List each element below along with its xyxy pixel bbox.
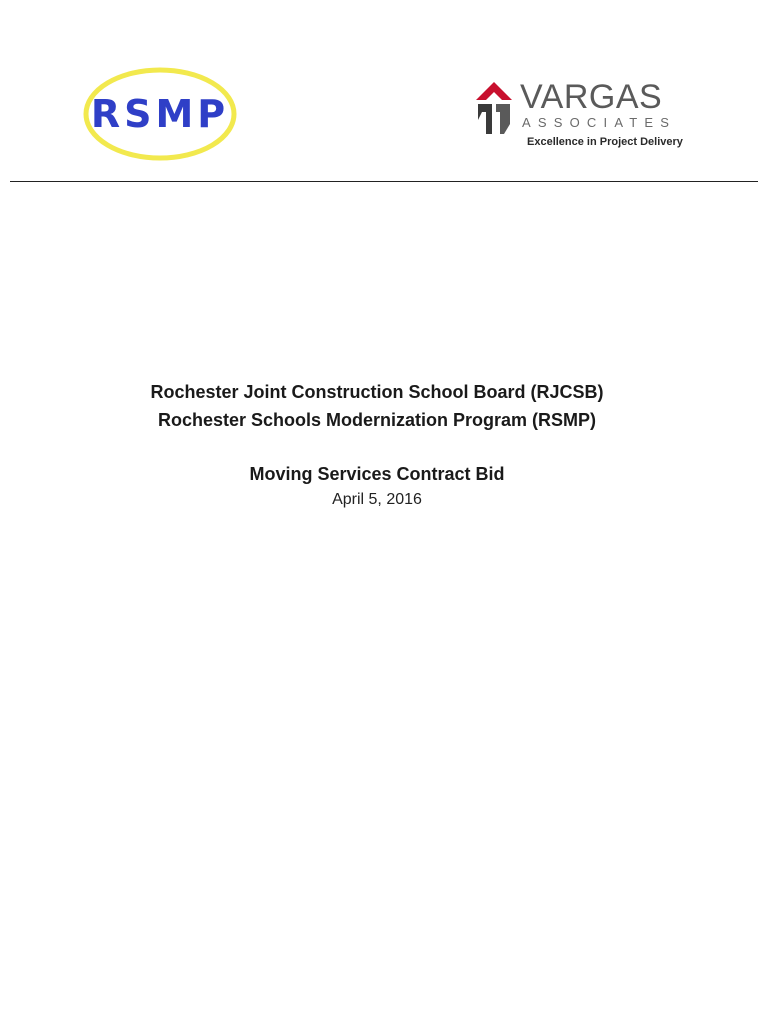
header-divider [10, 181, 758, 182]
rsmp-logo [80, 64, 240, 164]
vargas-logo-tagline: Excellence in Project Delivery [527, 136, 683, 148]
vargas-logo-subtitle: ASSOCIATES [522, 115, 677, 130]
bid-title: Moving Services Contract Bid [249, 464, 505, 484]
board-name: Rochester Joint Construction School Board (RJCSB) [150, 382, 604, 402]
program-name: Rochester Schools Modernization Program (RSMP) [157, 410, 597, 430]
vargas-mark-icon [472, 80, 516, 136]
vargas-associates-logo [472, 76, 704, 156]
rsmp-logo-text: RSMP [90, 92, 230, 136]
vargas-logo-name: VARGAS [520, 78, 663, 116]
bid-date: April 5, 2016 [332, 491, 422, 508]
title-block [0, 378, 754, 512]
